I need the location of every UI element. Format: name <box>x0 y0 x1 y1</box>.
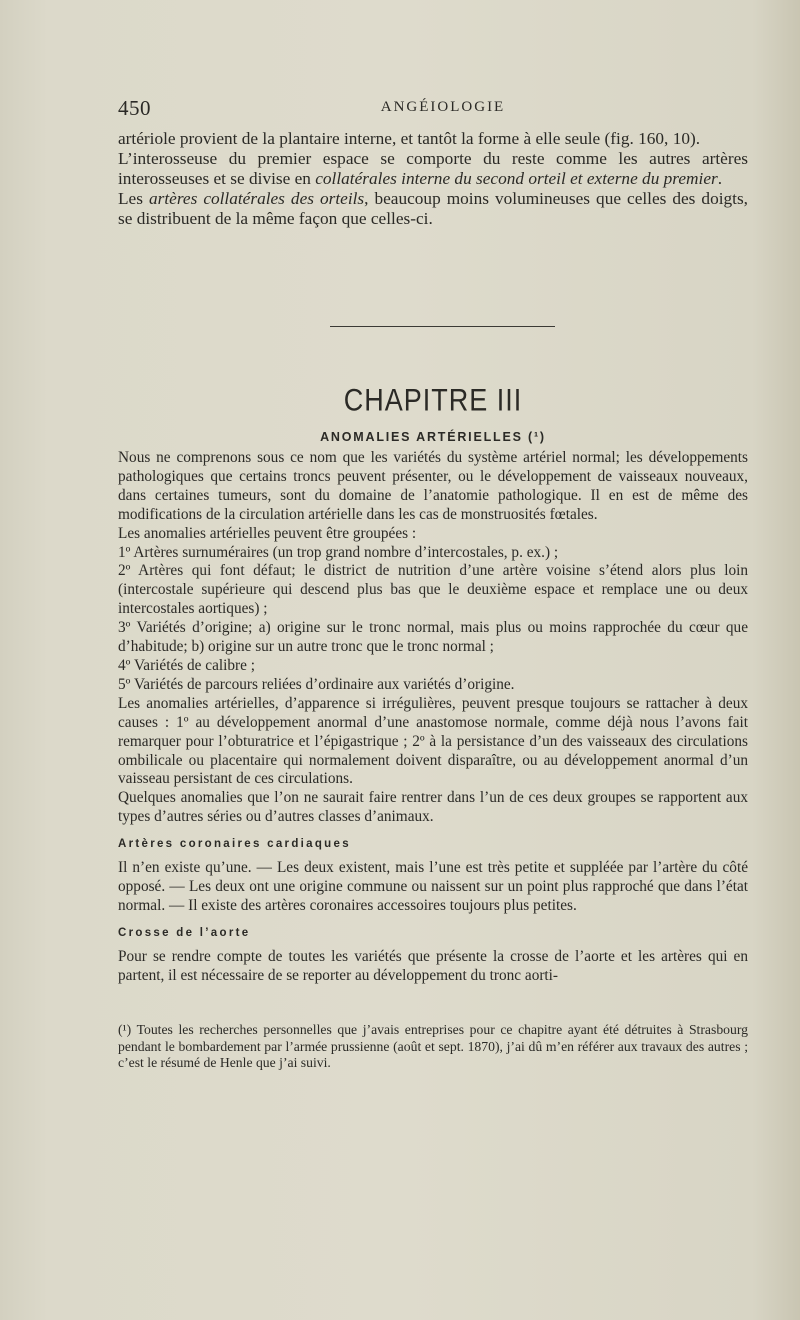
intro-p2-end: . <box>717 169 723 188</box>
intro-p3-italic: artères collatérales des orteils <box>148 189 365 208</box>
body-paragraph: Les anomalies artérielles peuvent être groupées : <box>118 524 417 542</box>
body-list-item: 3º Variétés d’origine; a) origine sur le tronc normal, mais plus ou moins rapprochée du cœur que d’habitude; b) origine sur un autre tronc que le tronc normal ; <box>118 619 748 656</box>
intro-p2-italic: collatérales interne du second orteil et externe du premier <box>315 169 718 188</box>
intro-paragraph-1: artériole provient de la plantaire interne, et tantôt la forme à elle seule (fig. 160, 10). <box>118 129 701 148</box>
chapter-title: CHAPITRE III <box>343 382 523 418</box>
body-paragraph: Quelques anomalies que l’on ne saurait faire rentrer dans l’un de ces deux groupes se rapportent aux types d’autres séries ou d’autres classes d’animaux. <box>118 789 748 826</box>
footnote-text: (¹) Toutes les recherches personnelles que j’avais entreprises pour ce chapitre ayant été détruites à Strasbourg pendant le bombardement par l’armée prussienne (août et sept. 1870), j’ai dû m’en référer aux travaux des autres ; c’est le résumé de Henle que j’ai suivi. <box>118 1022 748 1070</box>
body-list-item: 1º Artères surnuméraires (un trop grand nombre d’intercostales, p. ex.) ; <box>118 543 559 561</box>
intro-text <box>118 129 748 229</box>
chapter-subtitle: ANOMALIES ARTÉRIELLES (¹) <box>320 430 546 444</box>
body-list-item: 5º Variétés de parcours reliées d’ordinaire aux variétés d’origine. <box>118 675 515 693</box>
section-text-coronaires: Il n’en existe qu’une. — Les deux existent, mais l’une est très petite et suppléée par l’artère du côté opposé. — Les deux ont une origine commune ou naissent sur un point plus rapproché que dans l’état normal. — Il existe des artères coronaires accessoires toujours plus petites. <box>118 859 748 914</box>
section-text-aorte: Pour se rendre compte de toutes les variétés que présente la crosse de l’aorte et les artères qui en partent, il est nécessaire de se reporter au développement du tronc aorti- <box>118 947 748 984</box>
chapter-body <box>118 449 748 985</box>
body-paragraph: Nous ne comprenons sous ce nom que les variétés du système artériel normal; les développements pathologiques que certains troncs peuvent présenter, ou le développement de vaisseaux nouveaux, dans certaines tumeurs, sont du domaine de l’anatomie pathologique. Il en est de même des modifications de la circulation artérielle dans les cas de monstruosités fœtales. <box>118 449 748 523</box>
section-heading-aorte: Crosse de l’aorte <box>118 926 251 939</box>
intro-p3-text: Les <box>118 189 149 208</box>
footnote <box>118 1022 748 1072</box>
running-head: ANGÉIOLOGIE <box>380 99 506 115</box>
page-number: 450 <box>118 96 151 120</box>
section-heading-coronaires: Artères coronaires cardiaques <box>118 838 351 851</box>
intro-paragraph-3 <box>118 189 748 229</box>
page-header <box>118 96 748 122</box>
body-list-item: 2º Artères qui font défaut; le district de nutrition d’une artère voisine s’étend alors plus loin (intercostale supérieure qui descend plus bas que le deuxième espace et remplace une ou deux intercostales aortiques) ; <box>118 562 748 618</box>
intro-p3-end: , beaucoup moins volumineuses que celles des doigts, se distribuent de la même façon que celles-ci. <box>118 189 748 228</box>
body-list-item: 4º Variétés de calibre ; <box>118 656 255 674</box>
chapter-divider <box>330 326 555 327</box>
intro-paragraph-2 <box>118 149 748 189</box>
body-paragraph: Les anomalies artérielles, d’apparence si irrégulières, peuvent presque toujours se rattacher à deux causes : 1º au développement anormal d’une anastomose normale, comme déjà nous l’avons fait remarquer pour l’obturatrice et l’épigastrique ; 2º à la persistance d’un des vaisseaux des circulations ombilicale ou placentaire qui normalement doivent disparaître, ou au développement anormal d’un vaisseau persistant de ces circulations. <box>118 694 748 788</box>
intro-p2-text: L’interosseuse du premier espace se comporte du reste comme les autres artères interosseuses et se divise en <box>118 149 748 188</box>
